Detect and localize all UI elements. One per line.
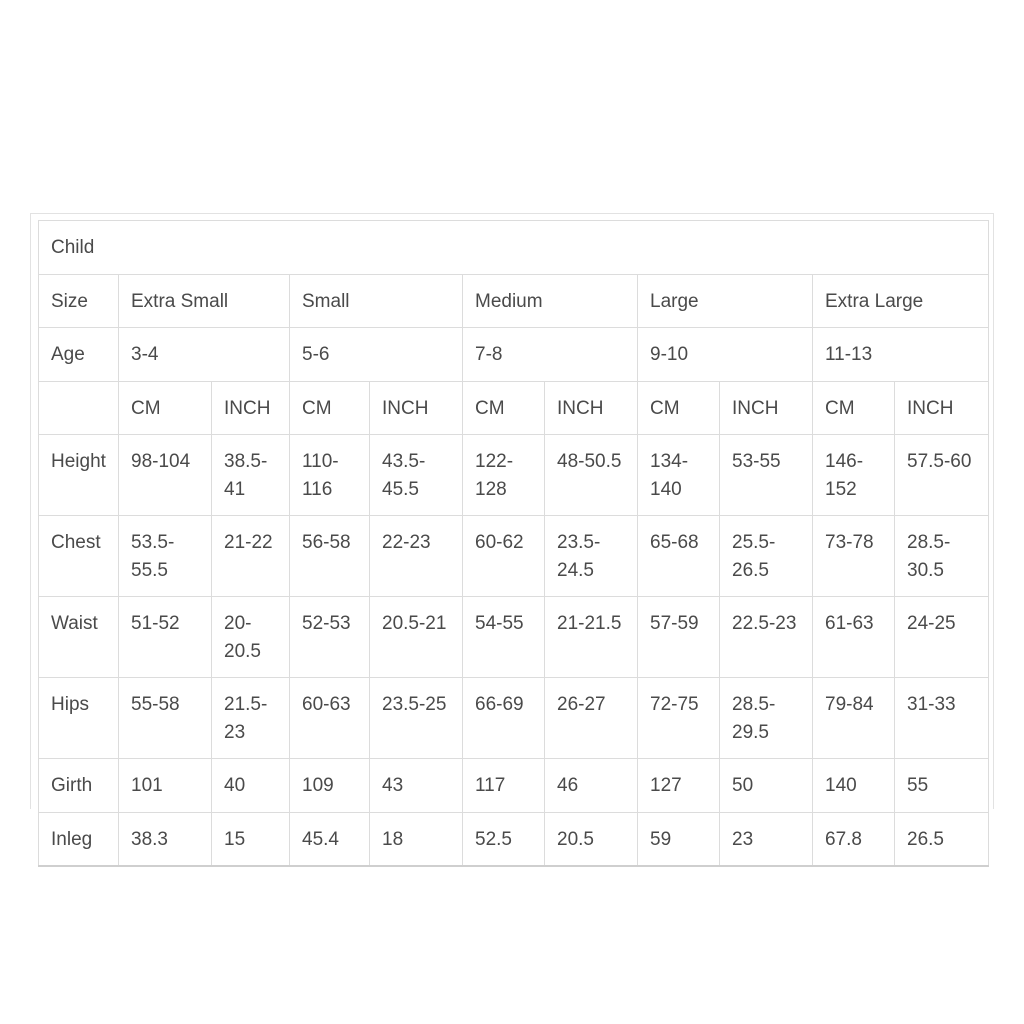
- unit-inch: INCH: [370, 381, 463, 435]
- row-label: Hips: [39, 678, 119, 759]
- table-cell: 18: [370, 812, 463, 866]
- row-label: Chest: [39, 516, 119, 597]
- table-row-chest: [39, 516, 989, 597]
- table-cell: 38.5-41: [212, 435, 290, 516]
- title-row: [39, 221, 989, 275]
- table-cell: 20.5: [545, 812, 638, 866]
- table-cell: 66-69: [463, 678, 545, 759]
- unit-inch: INCH: [895, 381, 989, 435]
- table-cell: 72-75: [638, 678, 720, 759]
- table-cell: 56-58: [290, 516, 370, 597]
- table-cell: 28.5-29.5: [720, 678, 813, 759]
- table-cell: 60-62: [463, 516, 545, 597]
- table-row-hips: [39, 678, 989, 759]
- table-cell: 122-128: [463, 435, 545, 516]
- table-cell: 46: [545, 759, 638, 813]
- unit-inch: INCH: [545, 381, 638, 435]
- unit-cm: CM: [463, 381, 545, 435]
- table-cell: 54-55: [463, 597, 545, 678]
- unit-inch: INCH: [720, 381, 813, 435]
- table-cell: 23.5-24.5: [545, 516, 638, 597]
- row-label: Height: [39, 435, 119, 516]
- table-cell: 22-23: [370, 516, 463, 597]
- age-large: 9-10: [638, 328, 813, 382]
- unit-row-blank: [39, 381, 119, 435]
- size-chart-container: [30, 213, 994, 850]
- table-cell: 140: [813, 759, 895, 813]
- table-cell: 53-55: [720, 435, 813, 516]
- table-cell: 23.5-25: [370, 678, 463, 759]
- table-cell: 28.5-30.5: [895, 516, 989, 597]
- table-cell: 25.5-26.5: [720, 516, 813, 597]
- table-cell: 67.8: [813, 812, 895, 866]
- table-cell: 57.5-60: [895, 435, 989, 516]
- age-small: 5-6: [290, 328, 463, 382]
- table-cell: 109: [290, 759, 370, 813]
- table-cell: 21-22: [212, 516, 290, 597]
- table-cell: 31-33: [895, 678, 989, 759]
- table-cell: 15: [212, 812, 290, 866]
- row-label: Inleg: [39, 812, 119, 866]
- table-cell: 53.5-55.5: [119, 516, 212, 597]
- age-row: [39, 328, 989, 382]
- unit-inch: INCH: [212, 381, 290, 435]
- size-extra-small: Extra Small: [119, 274, 290, 328]
- table-cell: 51-52: [119, 597, 212, 678]
- table-cell: 110-116: [290, 435, 370, 516]
- size-chart-table: [38, 220, 989, 867]
- unit-row: [39, 381, 989, 435]
- unit-cm: CM: [638, 381, 720, 435]
- table-cell: 59: [638, 812, 720, 866]
- table-cell: 101: [119, 759, 212, 813]
- table-cell: 21.5-23: [212, 678, 290, 759]
- table-cell: 21-21.5: [545, 597, 638, 678]
- age-medium: 7-8: [463, 328, 638, 382]
- age-extra-large: 11-13: [813, 328, 989, 382]
- table-cell: 43: [370, 759, 463, 813]
- table-cell: 57-59: [638, 597, 720, 678]
- table-cell: 50: [720, 759, 813, 813]
- table-row-girth: [39, 759, 989, 813]
- table-cell: 55-58: [119, 678, 212, 759]
- table-cell: 117: [463, 759, 545, 813]
- age-extra-small: 3-4: [119, 328, 290, 382]
- table-cell: 60-63: [290, 678, 370, 759]
- row-label: Waist: [39, 597, 119, 678]
- table-cell: 127: [638, 759, 720, 813]
- table-row-waist: [39, 597, 989, 678]
- unit-cm: CM: [290, 381, 370, 435]
- unit-cm: CM: [119, 381, 212, 435]
- table-cell: 79-84: [813, 678, 895, 759]
- table-row-inleg: [39, 812, 989, 866]
- age-label: Age: [39, 328, 119, 382]
- table-cell: 20-20.5: [212, 597, 290, 678]
- table-cell: 26.5: [895, 812, 989, 866]
- table-cell: 43.5-45.5: [370, 435, 463, 516]
- table-cell: 40: [212, 759, 290, 813]
- table-cell: 45.4: [290, 812, 370, 866]
- table-cell: 73-78: [813, 516, 895, 597]
- table-title: Child: [39, 221, 989, 275]
- table-cell: 61-63: [813, 597, 895, 678]
- table-row-height: [39, 435, 989, 516]
- size-large: Large: [638, 274, 813, 328]
- size-label: Size: [39, 274, 119, 328]
- size-small: Small: [290, 274, 463, 328]
- table-cell: 38.3: [119, 812, 212, 866]
- table-cell: 65-68: [638, 516, 720, 597]
- size-extra-large: Extra Large: [813, 274, 989, 328]
- table-cell: 52.5: [463, 812, 545, 866]
- table-cell: 26-27: [545, 678, 638, 759]
- table-cell: 48-50.5: [545, 435, 638, 516]
- table-cell: 134-140: [638, 435, 720, 516]
- table-cell: 24-25: [895, 597, 989, 678]
- row-label: Girth: [39, 759, 119, 813]
- table-cell: 98-104: [119, 435, 212, 516]
- size-medium: Medium: [463, 274, 638, 328]
- table-cell: 146-152: [813, 435, 895, 516]
- unit-cm: CM: [813, 381, 895, 435]
- table-cell: 22.5-23: [720, 597, 813, 678]
- table-cell: 55: [895, 759, 989, 813]
- size-row: [39, 274, 989, 328]
- table-cell: 52-53: [290, 597, 370, 678]
- table-cell: 20.5-21: [370, 597, 463, 678]
- table-cell: 23: [720, 812, 813, 866]
